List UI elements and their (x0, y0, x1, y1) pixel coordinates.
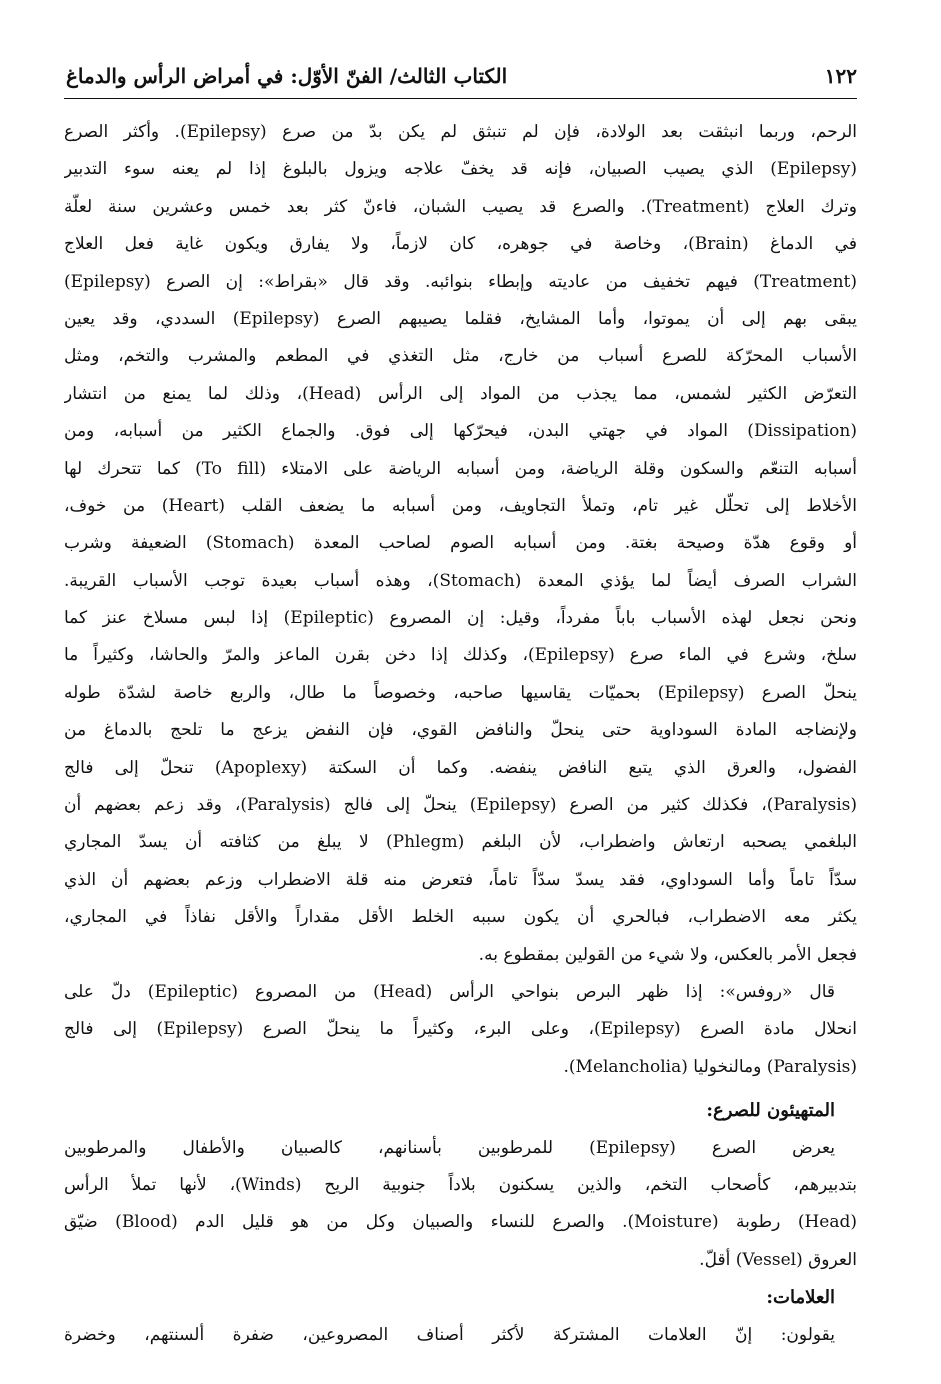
text-line: الأخلاط إلى تحلّل غير تام، وتملأ التجاويف، ومن أسبابه ما يضعف القلب (Heart) من خوف، (64, 495, 857, 516)
text-line: الفضول، والعرق الذي يتبع النافض ينفضه. وكما أن السكتة (Apoplexy) تنحلّ إلى فالج (64, 757, 857, 778)
text-line: في الدماغ (Brain)، وخاصة في جوهره، كان لازماً، ولا يفارق ويكون غاية فعل العلاج (64, 234, 857, 255)
text-line: (Epilepsy) الذي يصيب الصبيان، فإنه قد يخفّ علاجه ويزول بالبلوغ إذا لم يعنه سوء التدبير (64, 159, 857, 180)
running-title: الكتاب الثالث/ الفنّ الأوّل: في أمراض الرأس والدماغ (66, 64, 508, 88)
text-line: ونحن نجعل لهذه الأسباب باباً مفرداً، وقيل: إن المصروع (Epileptic) إذا لبس مسلاخ عنز كما (64, 608, 857, 629)
text-line: قال «روفس»: إذا ظهر البرص بنواحي الرأس (Head) من المصروع (Epileptic) دلّ على (64, 981, 835, 1002)
text-line: التعرّض الكثير لشمس، مما يجذب من المواد إلى الرأس (Head)، وذلك لما يمنع من انتشار (64, 383, 857, 404)
text-line: أسبابه التنعّم والسكون وقلة الرياضة، ومن أسبابه الرياضة على الامتلاء (To fill) كما تتحرك لها (64, 458, 857, 479)
header-rule (64, 98, 857, 99)
section-body (64, 1317, 857, 1354)
text-line: سلخ، وشرع في الماء صرع (Epilepsy)، وكذلك إذا دخن بقرن الماعز والمرّ والحاشا، وكثيراً ما (64, 645, 857, 666)
paragraph (64, 114, 857, 974)
paragraph (64, 974, 857, 1086)
text-line: انحلال مادة الصرع (Epilepsy)، وعلى البرء، وكثيراً ما ينحلّ الصرع (Epilepsy) إلى فالج (64, 1019, 857, 1040)
text-line: البلغمي يصحبه ارتعاش واضطراب، لأن البلغم (Phlegm) لا يبلغ من كثافته أن يسدّ المجاري (64, 832, 857, 853)
text-line: سدّاً تاماً وأما السوداوي، فقد يسدّ سدّاً تاماً، فتعرض منه قلة الاضطراب وزعم بعضهم أن الذي (64, 869, 857, 890)
text-line: يعرض الصرع (Epilepsy) للمرطوبين بأسنانهم، كالصبيان والأطفال والمرطوبين (64, 1137, 835, 1158)
text-line: الرحم، وربما انبثقت بعد الولادة، فإن لم تنبثق لم يكن بدّ من صرع (Epilepsy). وأكثر الصرع (64, 122, 857, 142)
running-header (66, 56, 857, 96)
text-line: (Treatment) فيهم تخفيف من عاديته وإبطاء بنوائبه. وقد قال «بقراط»: إن الصرع (Epilepsy) (64, 271, 857, 292)
text-line: أو وقوع هدّة وصيحة بغتة. ومن أسبابه الصوم لصاحب المعدة (Stomach) الضعيفة وشرب (64, 533, 857, 554)
text-line: ينحلّ الصرع (Epilepsy) بحميّات يقاسيها صاحبه، وخصوصاً ما طال، والربع خاصة لشدّة طوله (64, 682, 857, 703)
body-text (64, 114, 857, 1354)
page-number: ١٢٢ (824, 64, 857, 88)
text-line: وترك العلاج (Treatment). والصرع قد يصيب الشبان، فاءنّ كثر بعد خمس وعشرين سنة لعلّة (64, 196, 857, 217)
text-line: ولإنضاجه المادة السوداوية حتى ينحلّ والنافض القوي، فإن النفض يزعج ما تلحج بالدماغ من (64, 720, 857, 741)
text-line: (Head) رطوبة (Moisture). والصرع للنساء والصبيان وكل من هو قليل الدم (Blood) ضيّق (64, 1212, 857, 1233)
text-line: الشراب الصرف أيضاً لما يؤذي المعدة (Stomach)، وهذه أسباب بعيدة توجب الأسباب القريبة. (64, 570, 857, 591)
text-line: العروق (Vessel) أقلّ. (699, 1249, 857, 1270)
text-line: فجعل الأمر بالعكس، ولا شيء من القولين بمقطوع به. (478, 944, 857, 965)
section-body (64, 1130, 857, 1280)
section-heading: العلامات: (766, 1287, 835, 1309)
text-line: (Paralysis) ومالنخوليا (Melancholia). (563, 1056, 857, 1077)
text-line: يقولون: إنّ العلامات المشتركة لأكثر أصناف المصروعين، ضفرة ألسنتهم، وخضرة (64, 1324, 835, 1345)
text-line: (Paralysis)، فكذلك كثير من الصرع (Epilepsy) ينحلّ إلى فالج (Paralysis)، وقد زعم بعضهم أن (64, 795, 857, 816)
text-line: يكثر معه الاضطراب، فبالحري أن يكون سببه الخلط الأقل مقداراً والأقل نفاذاً في المجاري، (64, 907, 857, 928)
section-heading: المتهيئون للصرع: (706, 1100, 835, 1122)
text-line: بتدبيرهم، كأصحاب التخم، والذين يسكنون بلاداً جنوبية الريح (Winds)، لأنها تملأ الرأس (64, 1174, 857, 1195)
text-line: الأسباب المحرّكة للصرع أسباب من خارج، مثل التغذي في المطعم والمشرب والتخم، ومثل (64, 346, 857, 367)
text-line: (Dissipation) المواد في جهتي البدن، فيحرّكها إلى فوق. والجماع الكثير من أسبابه، ومن (64, 421, 857, 442)
text-line: يبقى بهم إلى أن يموتوا، وأما المشايخ، فقلما يصيبهم الصرع (Epilepsy) السددي، وقد يعين (64, 308, 857, 329)
